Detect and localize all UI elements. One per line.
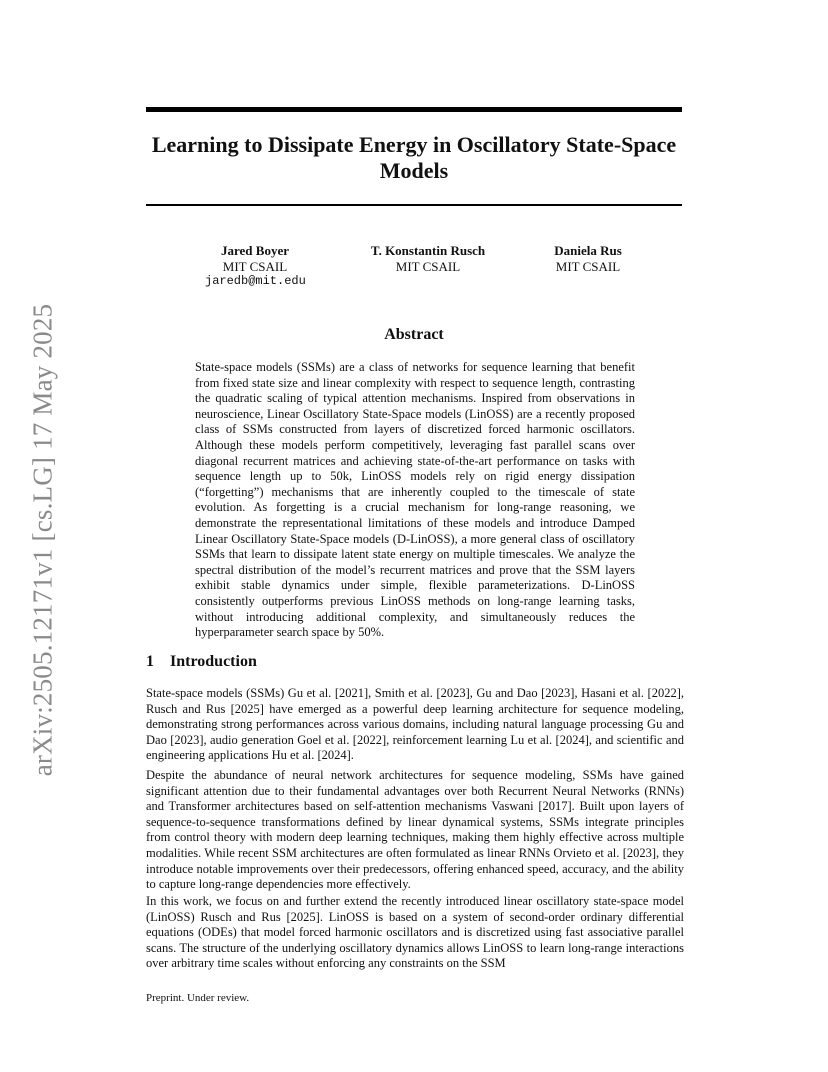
section-heading-introduction xyxy=(146,653,257,671)
author-email[interactable]: jaredb@mit.edu xyxy=(205,274,306,288)
author-block-boyer xyxy=(205,243,305,290)
author-affiliation: MIT CSAIL xyxy=(555,258,621,274)
abstract-heading: Abstract xyxy=(384,326,444,343)
arxiv-identifier-stamp xyxy=(22,300,64,780)
intro-paragraph-2: Despite the abundance of neural network architectures for sequence modeling, SSMs have gained significant attention due to their fundamental advantages over both Recurrent Neural Networks (RNNs) and Transformer architectures based on self-attention mechanisms Vaswani [2017]. Built upon layers of sequence-to-sequence transformations defined by linear dynamical systems, SSMs integrate principles from control theory with modern deep learning techniques, making them highly effective across multiple modalities. While recent SSM architectures are often formulated as linear RNNs Orvieto et al. [2023], they introduce notable improvements over their predecessors, offering enhanced speed, accuracy, and the ability to capture long-range dependencies more effectively. xyxy=(146,768,684,892)
author-block-rus xyxy=(540,243,636,274)
abstract-text: State-space models (SSMs) are a class of networks for sequence learning that benefit from fixed state size and linear complexity with respect to sequence length, contrasting the quadratic scaling of typical attention mechanisms. Inspired from observations in neuroscience, Linear Oscillatory State-Space models (LinOSS) are a recently proposed class of SSMs constructed from layers of discretized forced harmonic oscillators. Although these models perform competitively, leveraging fast parallel scans over diagonal recurrent matrices and achieving state-of-the-art performance on tasks with sequence length up to 50k, LinOSS models rely on rigid energy dissipation (“forgetting”) mechanisms that are inherently coupled to the timescale of state evolution. As forgetting is a crucial mechanism for long-range reasoning, we demonstrate the representational limitations of these models and introduce Damped Linear Oscillatory State-Space models (D-LinOSS), a more general class of oscillatory SSMs that learn to dissipate latent state energy on multiple timescales. We analyze the spectral distribution of the model’s recurrent matrices and prove that the SSM layers exhibit stable dynamics under simple, flexible parameterizations. D-LinOSS consistently outperforms previous LinOSS methods on long-range learning tasks, without introducing additional complexity, and simultaneously reduces the hyperparameter search space by 50%. xyxy=(195,360,635,640)
author-affiliation: MIT CSAIL xyxy=(222,258,288,274)
intro-paragraph-1: State-space models (SSMs) Gu et al. [2021], Smith et al. [2023], Gu and Dao [2023], Hasani et al. [2022], Rusch and Rus [2025] have emerged as a powerful deep learning architecture for sequence modeling, demonstrating strong performances across various domains, including natural language processing Gu and Dao [2023], audio generation Goel et al. [2022], reinforcement learning Lu et al. [2024], and scientific and engineering applications Hu et al. [2024]. xyxy=(146,686,684,763)
author-name: Jared Boyer xyxy=(221,243,289,258)
title-top-rule xyxy=(146,107,682,112)
author-name: T. Konstantin Rusch xyxy=(370,243,486,258)
author-affiliation: MIT CSAIL xyxy=(395,258,461,274)
section-title: Introduction xyxy=(170,653,257,670)
author-name: Daniela Rus xyxy=(554,243,622,258)
section-number: 1 xyxy=(146,653,154,670)
page-footer: Preprint. Under review. xyxy=(146,992,250,1004)
intro-paragraph-3: In this work, we focus on and further extend the recently introduced linear oscillatory state-space model (LinOSS) Rusch and Rus [2025]. LinOSS is based on a system of second-order ordinary differential equations (ODEs) that model forced harmonic oscillators and is discretized using fast associative parallel scans. The structure of the underlying oscillatory dynamics allows LinOSS to learn long-range interactions over arbitrary time scales without enforcing any constraints on the SSM xyxy=(146,894,684,971)
paper-title: Learning to Dissipate Energy in Oscillatory State-Space Models xyxy=(151,132,677,183)
title-bottom-rule xyxy=(146,204,682,206)
author-block-rusch xyxy=(358,243,498,274)
arxiv-identifier-text: arXiv:2505.12171v1 [cs.LG] 17 May 2025 xyxy=(27,303,58,777)
